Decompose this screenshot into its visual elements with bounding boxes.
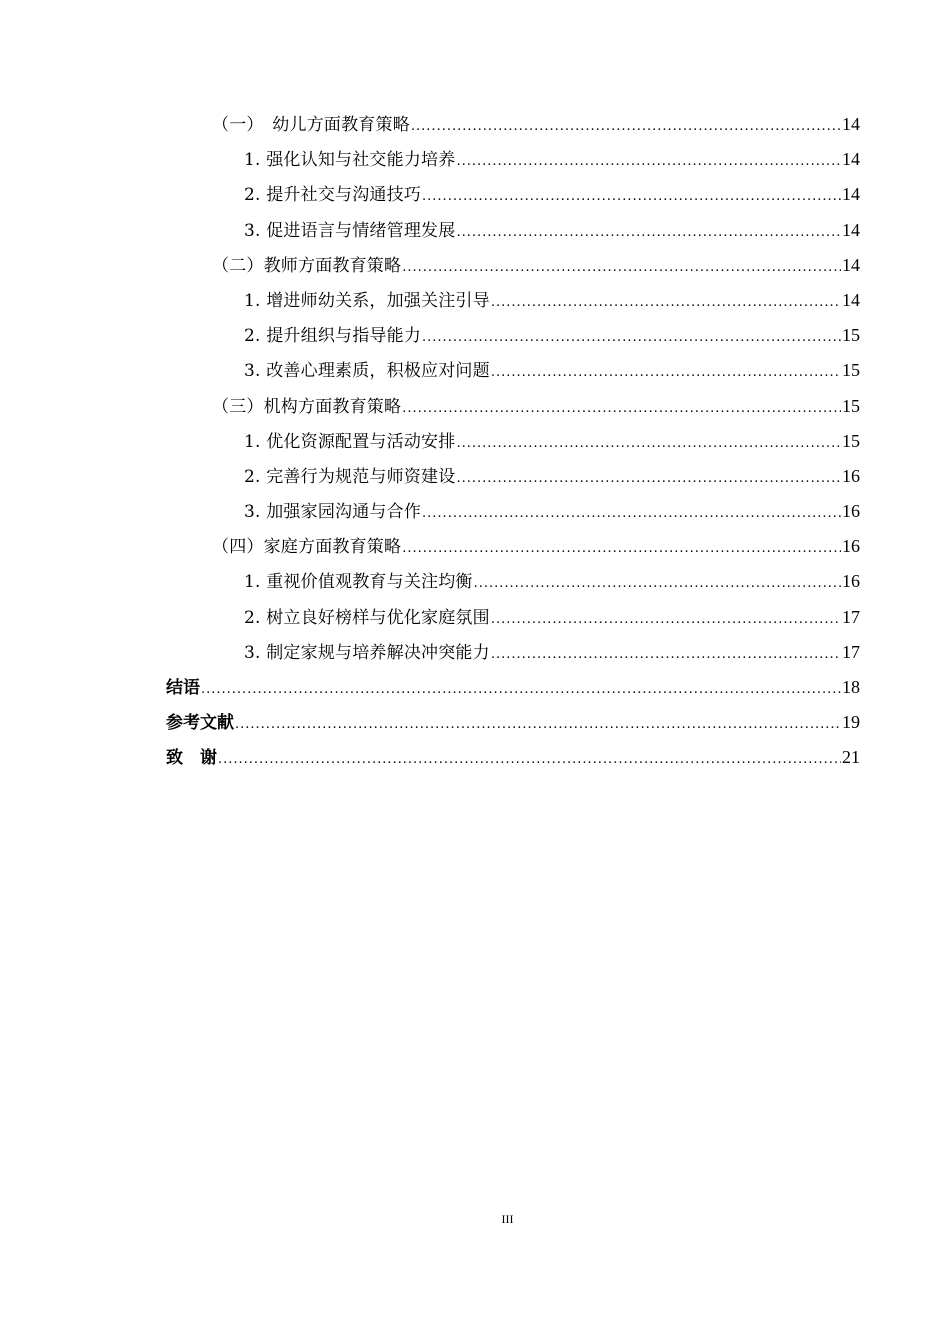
toc-leader-dots bbox=[218, 742, 841, 777]
toc-entry-page: 15 bbox=[842, 395, 860, 416]
toc-leader-dots bbox=[201, 672, 841, 707]
toc-entry-title: 1. 强化认知与社交能力培养 bbox=[244, 150, 456, 171]
toc-leader-dots bbox=[422, 320, 841, 355]
toc-entry[interactable] bbox=[0, 318, 860, 353]
toc-entry-title: 结语 bbox=[166, 678, 200, 698]
toc-leader-dots bbox=[456, 426, 841, 461]
toc-entry-page: 14 bbox=[842, 289, 860, 310]
toc-entry-title: 2. 完善行为规范与师资建设 bbox=[244, 466, 456, 487]
toc-entry[interactable] bbox=[0, 459, 860, 494]
toc-entry-conclusion[interactable] bbox=[0, 670, 860, 705]
toc-entry[interactable] bbox=[0, 424, 860, 459]
toc-entry[interactable] bbox=[0, 248, 860, 283]
toc-leader-dots bbox=[402, 250, 841, 285]
table-of-contents bbox=[0, 107, 950, 776]
toc-entry-page: 15 bbox=[842, 360, 860, 381]
toc-leader-dots bbox=[422, 496, 841, 531]
toc-entry-title: 3. 制定家规与培养解决冲突能力 bbox=[244, 642, 490, 663]
toc-entry-title: （二）教师方面教育策略 bbox=[212, 255, 402, 276]
toc-entry[interactable] bbox=[0, 213, 860, 248]
toc-entry[interactable] bbox=[0, 389, 860, 424]
toc-entry-title: 3. 加强家园沟通与合作 bbox=[244, 502, 422, 523]
toc-leader-dots bbox=[456, 461, 841, 496]
toc-entry-references[interactable] bbox=[0, 705, 860, 740]
toc-leader-dots bbox=[474, 566, 841, 601]
toc-entry-page: 14 bbox=[842, 219, 860, 240]
toc-entry-acknowledgements[interactable] bbox=[0, 740, 860, 775]
toc-entry-page: 14 bbox=[842, 254, 860, 275]
toc-entry[interactable] bbox=[0, 529, 860, 564]
toc-entry[interactable] bbox=[0, 283, 860, 318]
toc-entry-page: 16 bbox=[842, 571, 860, 592]
toc-leader-dots bbox=[402, 391, 841, 426]
toc-entry-title: （一） 幼儿方面教育策略 bbox=[212, 115, 410, 135]
toc-entry[interactable] bbox=[0, 142, 860, 177]
toc-entry-page: 14 bbox=[842, 114, 860, 134]
toc-entry[interactable] bbox=[0, 494, 860, 529]
toc-entry-title: 参考文献 bbox=[166, 713, 234, 734]
toc-entry[interactable] bbox=[0, 600, 860, 635]
toc-leader-dots bbox=[491, 637, 841, 672]
toc-entry-page: 14 bbox=[842, 149, 860, 170]
toc-leader-dots bbox=[402, 531, 841, 566]
toc-entry[interactable] bbox=[0, 635, 860, 670]
toc-entry-page: 19 bbox=[842, 712, 860, 733]
toc-leader-dots bbox=[235, 707, 841, 742]
toc-entry-title: 2. 提升组织与指导能力 bbox=[244, 326, 422, 347]
toc-entry-page: 15 bbox=[842, 430, 860, 451]
toc-entry-page: 15 bbox=[842, 325, 860, 346]
toc-entry-title: （四）家庭方面教育策略 bbox=[212, 537, 402, 558]
toc-entry-title: 1. 增进师幼关系，加强关注引导 bbox=[244, 290, 490, 311]
toc-leader-dots bbox=[491, 355, 841, 390]
toc-entry-page: 16 bbox=[842, 536, 860, 557]
toc-entry[interactable] bbox=[0, 353, 860, 388]
toc-leader-dots bbox=[422, 179, 841, 214]
toc-entry[interactable] bbox=[0, 564, 860, 599]
toc-entry-title: （三）机构方面教育策略 bbox=[212, 396, 402, 417]
toc-entry-page: 17 bbox=[842, 641, 860, 662]
toc-entry[interactable] bbox=[0, 107, 860, 142]
toc-entry-title: 1. 重视价值观教育与关注均衡 bbox=[244, 572, 473, 593]
toc-entry-title: 1. 优化资源配置与活动安排 bbox=[244, 431, 456, 452]
toc-entry[interactable] bbox=[0, 177, 860, 212]
toc-entry-page: 21 bbox=[842, 747, 860, 768]
toc-leader-dots bbox=[456, 215, 841, 250]
toc-entry-page: 16 bbox=[842, 465, 860, 486]
toc-entry-title: 致 谢 bbox=[166, 748, 217, 769]
toc-leader-dots bbox=[491, 285, 841, 320]
toc-entry-title: 3. 改善心理素质，积极应对问题 bbox=[244, 361, 490, 382]
toc-entry-title: 3. 促进语言与情绪管理发展 bbox=[244, 220, 456, 241]
toc-entry-page: 16 bbox=[842, 501, 860, 522]
toc-leader-dots bbox=[456, 144, 841, 179]
toc-entry-title: 2. 树立良好榜样与优化家庭氛围 bbox=[244, 607, 490, 628]
toc-leader-dots bbox=[491, 602, 841, 637]
toc-entry-page: 17 bbox=[842, 606, 860, 627]
toc-entry-title: 2. 提升社交与沟通技巧 bbox=[244, 185, 422, 206]
page-number: III bbox=[501, 1212, 514, 1226]
toc-entry-page: 14 bbox=[842, 184, 860, 205]
toc-leader-dots bbox=[411, 109, 841, 144]
toc-entry-page: 18 bbox=[842, 677, 860, 697]
